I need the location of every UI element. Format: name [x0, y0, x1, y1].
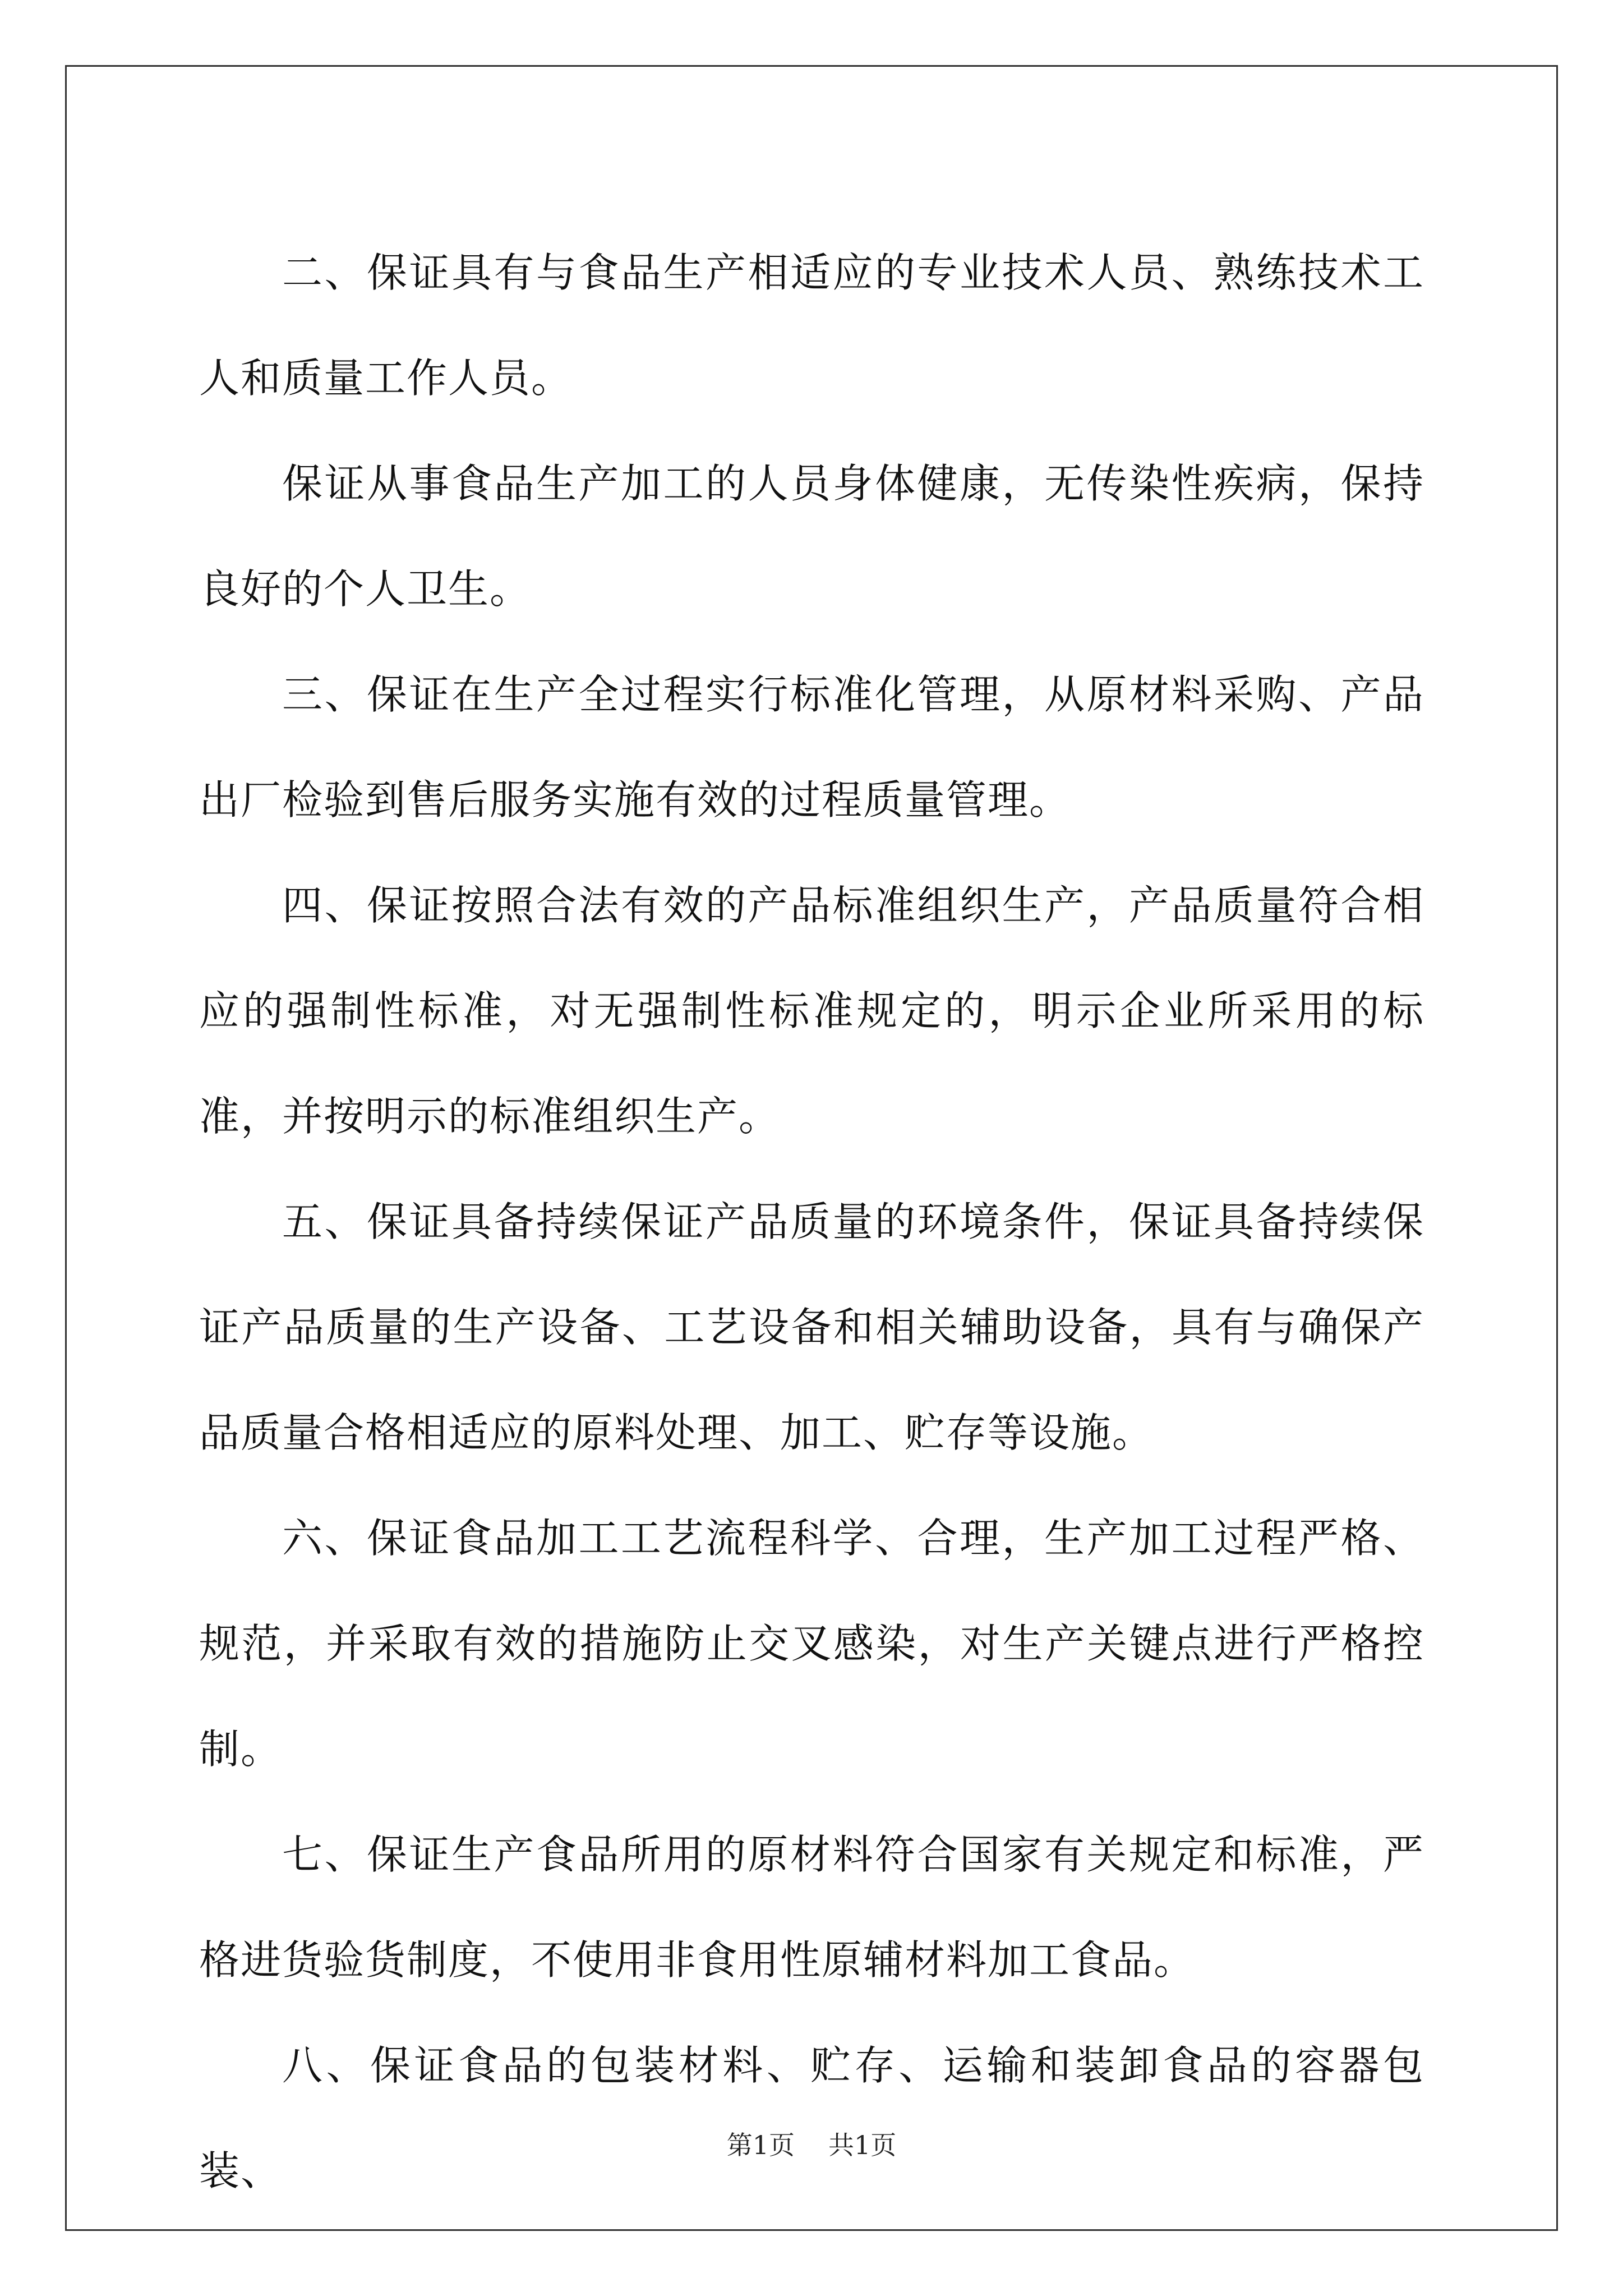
paragraph: 四、保证按照合法有效的产品标准组织生产，产品质量符合相应的强制性标准，对无强制性标准规定的，明示企业所采用的标准，并按明示的标准组织生产。	[199, 882, 1424, 1140]
paragraph: 二、保证具有与食品生产相适应的专业技术人员、熟练技术工人和质量工作人员。	[199, 249, 1424, 402]
document-body	[199, 220, 1424, 2224]
paragraph: 七、保证生产食品所用的原材料符合国家有关规定和标准，严格进货验货制度，不使用非食用性原辅材料加工食品。	[199, 1831, 1424, 1984]
paragraph: 八、保证食品的包装材料、贮存、运输和装卸食品的容器包装、	[199, 2042, 1424, 2194]
page-footer	[0, 2128, 1623, 2162]
paragraph: 保证从事食品生产加工的人员身体健康，无传染性疾病，保持良好的个人卫生。	[199, 460, 1424, 613]
paragraph: 三、保证在生产全过程实行标准化管理，从原材料采购、产品出厂检验到售后服务实施有效的过程质量管理。	[199, 671, 1424, 823]
paragraph: 五、保证具备持续保证产品质量的环境条件，保证具备持续保证产品质量的生产设备、工艺设备和相关辅助设备，具有与确保产品质量合格相适应的原料处理、加工、贮存等设施。	[199, 1198, 1424, 1456]
page-count: 共1页	[828, 2130, 897, 2160]
page-number: 第1页	[726, 2130, 795, 2160]
paragraph: 六、保证食品加工工艺流程科学、合理，生产加工过程严格、规范，并采取有效的措施防止交叉感染，对生产关键点进行严格控制。	[199, 1515, 1424, 1773]
